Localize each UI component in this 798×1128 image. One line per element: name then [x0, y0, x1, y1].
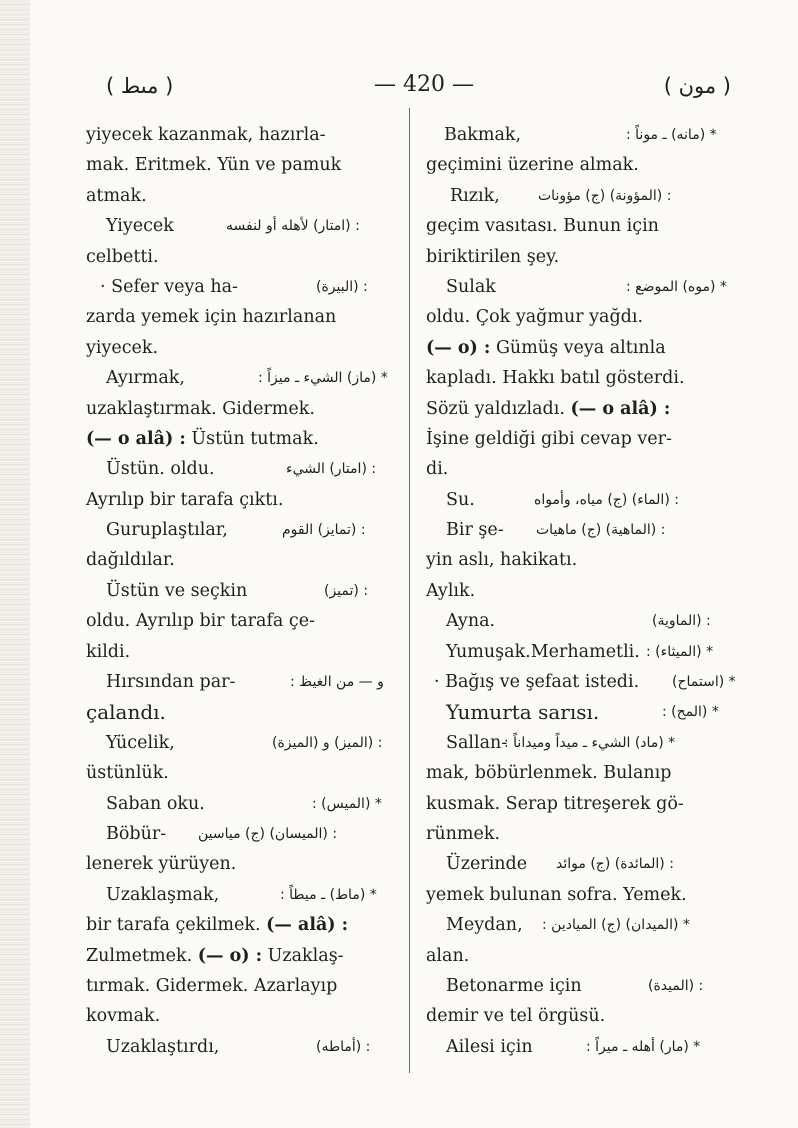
- arabic-headword: * (مار) أهله ـ ميراً :: [586, 1038, 701, 1055]
- entry-text: dağıldılar.: [86, 550, 175, 571]
- dictionary-line: [426, 545, 744, 575]
- entry-text: Sallan-: [446, 732, 508, 753]
- arabic-headword: : (الميز) و (الميزة): [272, 734, 383, 751]
- dictionary-line: [426, 363, 744, 393]
- entry-text: Su.: [446, 489, 475, 510]
- dictionary-line: [86, 637, 398, 667]
- dictionary-line: [426, 515, 744, 545]
- entry-text: Saban oku.: [106, 793, 205, 814]
- entry-text: atmak.: [86, 185, 147, 206]
- dictionary-line: [426, 789, 744, 819]
- entry-text: Guruplaştılar,: [106, 520, 228, 541]
- arabic-headword: * (ماز) الشيء ـ ميزاً :: [258, 370, 388, 387]
- dictionary-line: [426, 819, 744, 849]
- dictionary-line: [426, 150, 744, 180]
- entry-text: kovmak.: [86, 1006, 161, 1027]
- entry-text: kildi.: [86, 641, 131, 662]
- dictionary-line: [86, 424, 398, 454]
- entry-text: yiyecek kazanmak, hazırla-: [86, 125, 326, 145]
- entry-text: · Sefer veya ha-: [100, 276, 238, 297]
- arabic-headword: : (تمايز) القوم: [282, 522, 366, 539]
- dictionary-line: [86, 728, 398, 758]
- dictionary-line: [426, 758, 744, 788]
- bold-sense-marker: (— o) :: [197, 945, 263, 966]
- dictionary-line: [86, 454, 398, 484]
- entry-text: Üstün ve seçkin: [106, 580, 248, 601]
- entry-text: yin aslı, hakikatı.: [426, 550, 578, 571]
- arabic-headword: : (المؤونة) (ج) مؤونات: [538, 187, 672, 204]
- entry-text: lenerek yürüyen.: [86, 854, 237, 875]
- entry-text: Böbür-: [106, 823, 167, 844]
- dictionary-line: [86, 880, 398, 910]
- dictionary-line: [426, 333, 744, 363]
- entry-text: di.: [426, 459, 449, 480]
- arabic-headword: : (الماوية): [652, 613, 711, 630]
- arabic-headword: * (الميثاء) :: [646, 643, 714, 660]
- entry-text: Ayırmak,: [106, 368, 185, 389]
- dictionary-line: [86, 120, 398, 150]
- arabic-headword: : (الميسان) (ج) مياسين: [198, 825, 338, 842]
- arabic-headword: : (الماهية) (ج) ماهيات: [536, 522, 666, 539]
- arabic-headword: * (المح) :: [662, 704, 719, 721]
- bold-sense-marker: (— o alâ) :: [86, 428, 186, 449]
- dictionary-line: [86, 971, 398, 1001]
- scan-edge-shadow: [0, 0, 30, 1128]
- dictionary-line: [426, 120, 744, 150]
- dictionary-line: [426, 971, 744, 1001]
- dictionary-line: [86, 181, 398, 211]
- arabic-headword: : (أماطه): [316, 1038, 371, 1055]
- entry-text: Ailesi için: [446, 1036, 533, 1057]
- header-right-guide-word: ( مون ): [663, 74, 731, 98]
- dictionary-line: [86, 272, 398, 302]
- entry-text: mak, böbürlenmek. Bulanıp: [426, 763, 672, 784]
- entry-text: Uzaklaşmak,: [106, 884, 220, 905]
- dictionary-line: [426, 242, 744, 272]
- entry-text: Hırsından par-: [106, 672, 236, 693]
- dictionary-line: [426, 272, 744, 302]
- entry-text: alan.: [426, 945, 470, 966]
- entry-text: (— o alâ) : Üstün tutmak.: [86, 428, 319, 449]
- entry-text: mak. Eritmek. Yün ve pamuk: [86, 155, 342, 176]
- dictionary-line: [426, 637, 744, 667]
- arabic-headword: * (ماط) ـ ميطاً :: [280, 886, 377, 903]
- entry-text: biriktirilen şey.: [426, 246, 560, 267]
- entry-text: Rızık,: [450, 185, 500, 206]
- arabic-headword: : (الماء) (ج) مياه، وأمواه: [534, 491, 679, 508]
- entry-text: Yumurta sarısı.: [446, 700, 600, 725]
- entry-text: (— o) : Gümüş veya altınla: [426, 337, 666, 358]
- dictionary-line: [426, 394, 744, 424]
- entry-text: yemek bulunan sofra. Yemek.: [426, 884, 687, 905]
- header-left-guide-word: ( مىط ): [106, 74, 174, 98]
- entry-text: Sözü yaldızladı. (— o alâ) :: [426, 398, 671, 419]
- dictionary-line: [426, 424, 744, 454]
- entry-text: celbetti.: [86, 246, 159, 267]
- dictionary-line: [426, 181, 744, 211]
- entry-text: yiyecek.: [86, 337, 159, 358]
- entry-text: demir ve tel örgüsü.: [426, 1006, 606, 1027]
- dictionary-line: [86, 333, 398, 363]
- entry-text: Sulak: [446, 276, 496, 297]
- dictionary-line: [86, 1001, 398, 1031]
- dictionary-line: [426, 941, 744, 971]
- dictionary-line: [86, 606, 398, 636]
- dictionary-line: [86, 697, 398, 727]
- arabic-headword: و — من الغيظ :: [290, 674, 384, 691]
- dictionary-line: [426, 1001, 744, 1031]
- dictionary-line: [426, 211, 744, 241]
- dictionary-line: [86, 1032, 398, 1062]
- page-number: — 420 —: [374, 72, 474, 97]
- dictionary-line: [86, 910, 398, 940]
- arabic-headword: : (البيرة): [316, 278, 368, 295]
- dictionary-line: [86, 667, 398, 697]
- dictionary-line: [86, 849, 398, 879]
- entry-text: tırmak. Gidermek. Azarlayıp: [86, 975, 338, 996]
- dictionary-line: [426, 849, 744, 879]
- bold-sense-marker: (— alâ) :: [266, 915, 349, 936]
- dictionary-line: [86, 302, 398, 332]
- dictionary-line: [86, 150, 398, 180]
- arabic-headword: * (الميس) :: [312, 795, 382, 812]
- dictionary-line: [426, 485, 744, 515]
- arabic-headword: : (الميدة): [648, 977, 704, 994]
- arabic-headword: : (امتار) الشيء: [286, 461, 377, 478]
- entry-text: geçim vasıtası. Bunun için: [426, 216, 659, 237]
- right-column: [426, 120, 744, 1062]
- dictionary-line: [426, 667, 744, 697]
- dictionary-line: [426, 880, 744, 910]
- entry-text: bir tarafa çekilmek. (— alâ) :: [86, 915, 349, 936]
- entry-text: Bakmak,: [444, 125, 522, 145]
- entry-text: Zulmetmek. (— o) : Uzaklaş-: [86, 945, 344, 966]
- entry-text: İşine geldiği gibi cevap ver-: [426, 428, 672, 449]
- column-divider: [409, 108, 410, 1073]
- dictionary-line: [86, 363, 398, 393]
- dictionary-line: [426, 910, 744, 940]
- dictionary-line: [426, 697, 744, 727]
- dictionary-line: [86, 545, 398, 575]
- page-header: [96, 70, 741, 110]
- entry-text: uzaklaştırmak. Gidermek.: [86, 398, 315, 419]
- entry-text: çalandı.: [86, 700, 166, 725]
- entry-text: zarda yemek için hazırlanan: [86, 307, 337, 328]
- bold-sense-marker: (— o alâ) :: [570, 398, 671, 419]
- left-column: [86, 120, 398, 1062]
- entry-text: Uzaklaştırdı,: [106, 1036, 220, 1057]
- dictionary-line: [86, 394, 398, 424]
- arabic-headword: : (امتار) لأهله أو لنفسه: [226, 218, 360, 235]
- entry-text: Üstün. oldu.: [106, 459, 215, 480]
- dictionary-line: [86, 819, 398, 849]
- entry-text: Üzerinde: [446, 854, 528, 875]
- entry-text: Yiyecek: [106, 216, 174, 237]
- bold-sense-marker: (— o) :: [426, 337, 491, 358]
- arabic-headword: * (مانه) ـ موناً :: [626, 127, 717, 143]
- arabic-headword: : (المائدة) (ج) موائد: [556, 856, 674, 873]
- entry-text: Yumuşak.Merhametli.: [446, 641, 640, 662]
- dictionary-line: [86, 576, 398, 606]
- arabic-headword: * (استماح): [672, 674, 736, 691]
- dictionary-line: [426, 302, 744, 332]
- entry-text: Yücelik,: [106, 732, 175, 753]
- entry-text: üstünlük.: [86, 763, 169, 784]
- entry-text: oldu. Çok yağmur yağdı.: [426, 307, 644, 328]
- dictionary-line: [426, 454, 744, 484]
- entry-text: oldu. Ayrılıp bir tarafa çe-: [86, 611, 316, 632]
- dictionary-line: [86, 789, 398, 819]
- entry-text: Bir şe-: [446, 520, 504, 541]
- entry-text: geçimini üzerine almak.: [426, 155, 639, 176]
- dictionary-line: [426, 728, 744, 758]
- entry-text: · Bağış ve şefaat istedi.: [434, 672, 640, 693]
- entry-text: kusmak. Serap titreşerek gö-: [426, 793, 684, 814]
- entry-text: Aylık.: [426, 580, 476, 601]
- dictionary-line: [86, 485, 398, 515]
- entry-text: Ayna.: [446, 611, 496, 632]
- entry-text: Meydan,: [446, 915, 523, 936]
- dictionary-line: [426, 606, 744, 636]
- entry-text: Betonarme için: [446, 975, 582, 996]
- dictionary-line: [86, 758, 398, 788]
- arabic-headword: * (موه) الموضع :: [626, 278, 727, 295]
- entry-text: rünmek.: [426, 823, 501, 844]
- dictionary-line: [426, 1032, 744, 1062]
- entry-text: kapladı. Hakkı batıl gösterdi.: [426, 368, 685, 389]
- arabic-headword: * (الميدان) (ج) الميادين :: [542, 917, 690, 934]
- dictionary-line: [86, 941, 398, 971]
- arabic-headword: * (ماد) الشيء ـ ميداً وميداناً :: [504, 734, 676, 751]
- dictionary-line: [86, 242, 398, 272]
- dictionary-line: [86, 211, 398, 241]
- arabic-headword: : (تميز): [324, 582, 369, 599]
- dictionary-line: [426, 576, 744, 606]
- dictionary-line: [86, 515, 398, 545]
- entry-text: Ayrılıp bir tarafa çıktı.: [86, 489, 284, 510]
